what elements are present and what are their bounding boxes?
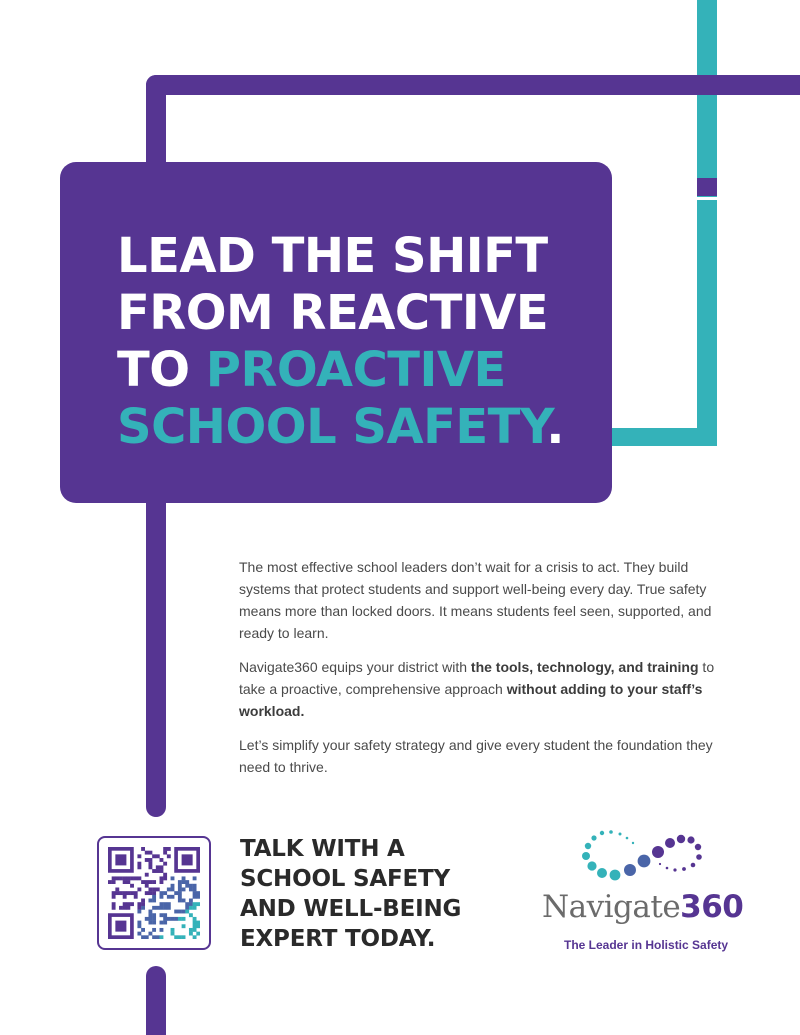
body-paragraph-1: The most effective school leaders don’t wait for a crisis to act. They build systems that protect students and support well-being every day. True safety means more than locked doors. It means students feel seen, supported, and ready to learn. (239, 559, 712, 641)
headline-school-safety: SCHOOL SAFETY (117, 399, 547, 455)
headline-to: TO (117, 342, 206, 398)
headline-period: . (546, 399, 564, 455)
purple-left-lower-line (146, 495, 166, 817)
teal-vertical-line (697, 0, 717, 446)
wordmark-360: 360 (680, 889, 744, 925)
body-p2-text-a: Navigate360 equips your district with (239, 659, 471, 675)
headline-proactive: PROACTIVE (205, 342, 506, 398)
cta-line-1: TALK WITH A (240, 836, 405, 862)
cta-line-2: SCHOOL SAFETY (240, 866, 450, 892)
headline-line-2: FROM REACTIVE (117, 285, 549, 341)
purple-left-upper-line (146, 75, 166, 175)
body-paragraph-3: Let’s simplify your safety strategy and give every student the foundation they need to thrive. (239, 737, 713, 775)
purple-right-stub (697, 178, 717, 196)
body-p2-bold-workload: without adding to your staff’s workload. (239, 681, 703, 719)
body-p2-text-c: to take a proactive, comprehensive approach (239, 659, 715, 697)
purple-top-line (146, 75, 800, 95)
infinity-dots-logo-icon (580, 826, 710, 886)
teal-horizontal-line (600, 428, 717, 446)
headline (117, 228, 564, 456)
white-gap-divider (695, 197, 719, 200)
body-copy (239, 556, 739, 790)
qr-code-frame[interactable] (97, 836, 211, 950)
cta-line-4: EXPERT TODAY. (240, 926, 436, 952)
purple-bottom-line (146, 966, 166, 1035)
wordmark-navigate: Navigate (542, 889, 681, 925)
headline-line-1: LEAD THE SHIFT (117, 228, 548, 284)
body-p2-bold-tools: the tools, technology, and training (470, 659, 699, 675)
logo-tagline: The Leader in Holistic Safety (564, 938, 729, 952)
body-paragraph-2 (239, 656, 739, 722)
cta-line-3: AND WELL-BEING (240, 896, 462, 922)
headline-line-3 (117, 342, 564, 399)
qr-code-icon[interactable] (108, 847, 200, 939)
headline-line-4 (117, 399, 564, 456)
navigate360-wordmark (542, 889, 743, 925)
call-to-action (240, 834, 461, 954)
